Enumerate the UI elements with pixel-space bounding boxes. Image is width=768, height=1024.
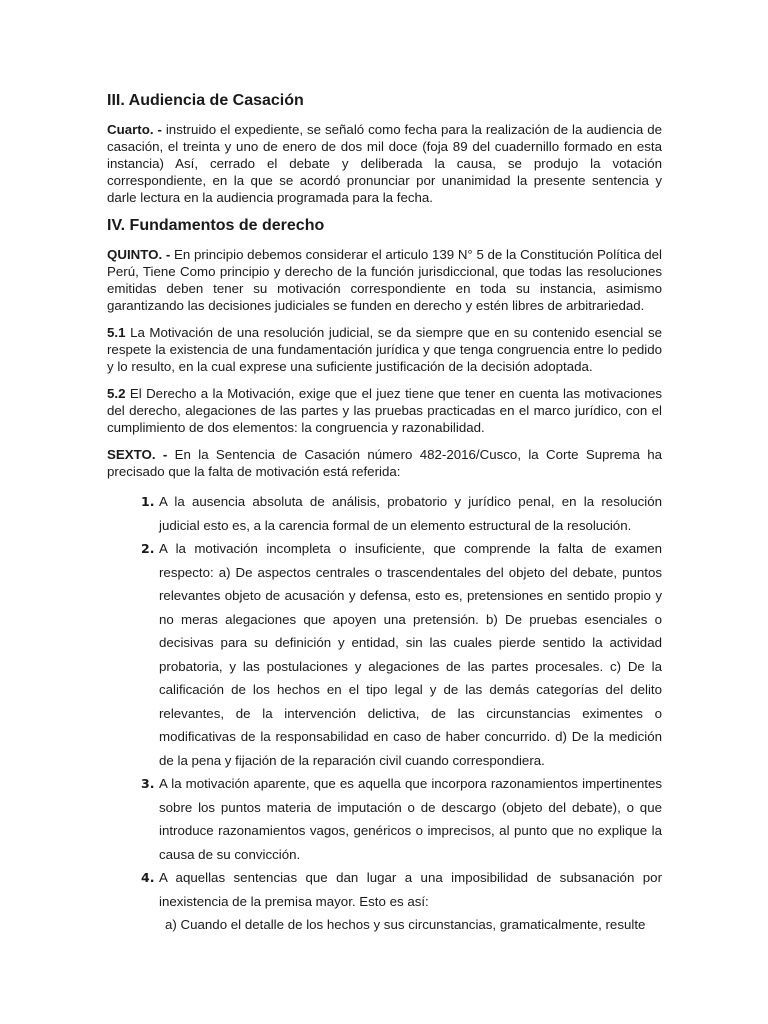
- paragraph-quinto: [107, 246, 662, 314]
- p52-text: El Derecho a la Motivación, exige que el juez tiene que tener en cuenta las motivaciones del derecho, alegaciones de las partes y las pruebas practicadas en el marco jurídico, con el cumplimiento de dos elementos: la congruencia y razonabilidad.: [107, 386, 662, 435]
- list-item-text: A la motivación aparente, que es aquella que incorpora razonamientos impertinentes sobre los puntos materia de imputación o de descargo (objeto del debate), o que introduce razonamientos vagos, genéricos o imprecisos, al punto que no explique la causa de su convicción.: [159, 776, 662, 862]
- list-item-text: A la ausencia absoluta de análisis, probatorio y jurídico penal, en la resolución judicial esto es, a la carencia formal de un elemento estructural de la resolución.: [159, 494, 662, 533]
- p51-label: 5.1: [107, 325, 126, 340]
- list-item: [141, 866, 662, 913]
- paragraph-5-2: [107, 385, 662, 436]
- list-number: 1.: [141, 494, 155, 509]
- cuarto-text: instruido el expediente, se señaló como fecha para la realización de la audiencia de casación, el treinta y uno de enero de dos mil doce (foja 89 del cuadernillo formado en esta instancia) Así, cerrado el debate y deliberada la causa, se produjo la votación correspondiente, en la que se acordó pronunciar por unanimidad la presente sentencia y darle lectura en la audiencia programada para la fecha.: [107, 122, 662, 205]
- paragraph-5-1: [107, 324, 662, 375]
- p52-label: 5.2: [107, 386, 126, 401]
- sexto-text: En la Sentencia de Casación número 482-2016/Cusco, la Corte Suprema ha precisado que la falta de motivación está referida:: [107, 447, 662, 479]
- list-item: [141, 537, 662, 772]
- list-number: 3.: [141, 776, 155, 791]
- motivation-list: [107, 490, 662, 913]
- p51-text: La Motivación de una resolución judicial, se da siempre que en su contenido esencial se respete la existencia de una fundamentación jurídica y que tenga congruencia entre lo pedido y lo resulto, en la cual exprese una suficiente justificación de la decisión adoptada.: [107, 325, 662, 374]
- paragraph-cuarto: [107, 121, 662, 206]
- list-item-text: A aquellas sentencias que dan lugar a una imposibilidad de subsanación por inexistencia de la premisa mayor. Esto es así:: [159, 870, 662, 909]
- list-item-text: A la motivación incompleta o insuficiente, que comprende la falta de examen respecto: a) De aspectos centrales o trascendentales del objeto del debate, puntos relevantes objeto de acusación y defensa, esto es, pretensiones en sentido propio y no meras alegaciones que apoyen una pretensión. b) De pruebas esenciales o decisivas para su definición y entidad, sin las cuales pierde sentido la actividad probatoria, y las postulaciones y alegaciones de las partes procesales. c) De la calificación de los hechos en el tipo legal y de las demás categorías del delito relevantes, de la intervención delictiva, de las circunstancias eximentes o modificativas de la responsabilidad en caso de haber concurrido. d) De la medición de la pena y fijación de la reparación civil cuando correspondiera.: [159, 541, 662, 768]
- quinto-label: QUINTO. -: [107, 247, 171, 262]
- list-number: 4.: [141, 870, 155, 885]
- sexto-label: SEXTO. -: [107, 447, 168, 462]
- cuarto-label: Cuarto. -: [107, 122, 162, 137]
- list-item: [141, 772, 662, 866]
- section-heading-audiencia: III. Audiencia de Casación: [107, 92, 304, 109]
- section-heading-fundamentos: IV. Fundamentos de derecho: [107, 217, 325, 234]
- quinto-text: En principio debemos considerar el articulo 139 N° 5 de la Constitución Política del Perú, Tiene Como principio y derecho de la función jurisdiccional, que todas las resoluciones emitidas deben tener su motivación correspondiente en toda su instancia, asimismo garantizando las decisiones judiciales se funden en derecho y estén libres de arbitrariedad.: [107, 247, 662, 313]
- sub-item-a: a) Cuando el detalle de los hechos y sus circunstancias, gramaticalmente, resulte: [165, 917, 646, 932]
- paragraph-sexto: [107, 446, 662, 480]
- list-number: 2.: [141, 541, 155, 556]
- list-item: [141, 490, 662, 537]
